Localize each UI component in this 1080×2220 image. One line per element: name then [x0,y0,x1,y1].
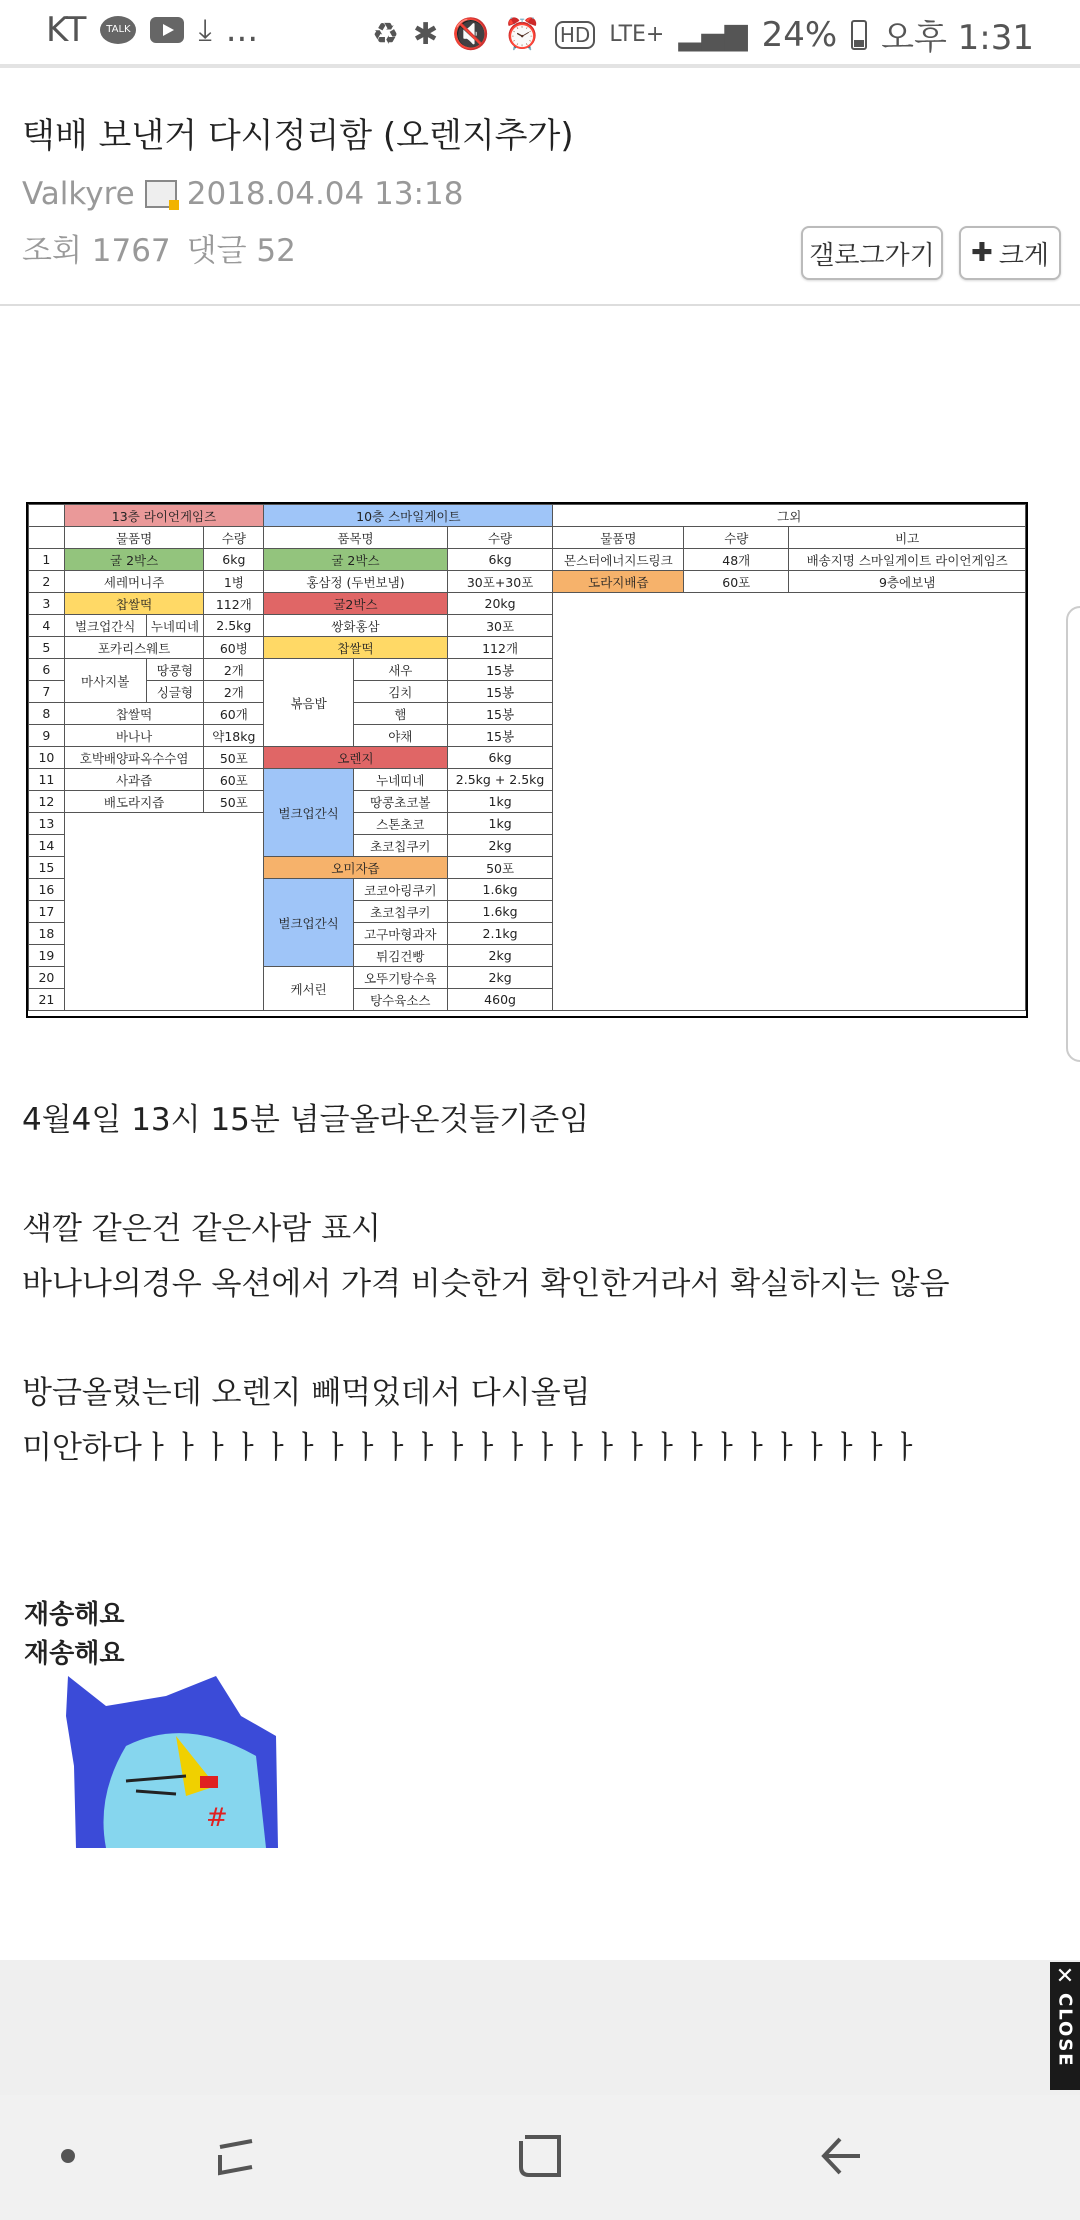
table-cell: 코코아링쿠키 [353,879,447,901]
gallog-button[interactable]: 갤로그가기 [801,226,943,280]
table-cell: 세레머니주 [64,571,204,593]
table-cell: 새우 [353,659,447,681]
table-cell: 배도라지즙 [64,791,204,813]
row-index: 2 [29,571,65,593]
table-cell: 112개 [204,593,264,615]
table-cell: 1kg [447,791,553,813]
row-index: 11 [29,769,65,791]
table-cell: 2kg [447,835,553,857]
table-cell: 배송지명 스마일게이트 라이언게임즈 [789,549,1026,571]
table-cell: 2개 [204,659,264,681]
table-cell: 벌크업간식 [264,879,354,967]
status-divider [0,64,1080,68]
network-type: LTE+ [609,22,665,47]
table-cell: 찹쌀떡 [64,593,204,615]
col-header: 물품명 [553,527,684,549]
row-index: 6 [29,659,65,681]
table-cell: 15봉 [447,703,553,725]
header-13f: 13층 라이언게임즈 [64,505,263,527]
table-cell: 땅콩초코볼 [353,791,447,813]
body-line: 색깔 같은건 같은사람 표시 [22,1211,381,1247]
table-cell: 1kg [447,813,553,835]
table-cell: 1.6kg [447,901,553,923]
battery-saver-icon: ♻ [372,17,400,52]
cat-sticker-image [66,1676,284,1848]
table-cell: 탕수육소스 [353,989,447,1011]
row-index: 9 [29,725,65,747]
table-cell: 찹쌀떡 [64,703,204,725]
battery-percent: 24% [761,14,838,55]
row-index: 1 [29,549,65,571]
home-icon[interactable] [515,2131,565,2181]
table-cell: 벌크업간식 [264,769,354,857]
col-header: 물품명 [64,527,204,549]
table-cell: 포카리스웨트 [64,637,204,659]
user-badge-icon [145,180,177,208]
table-cell: 쌍화홍삼 [264,615,447,637]
row-index: 12 [29,791,65,813]
table-cell: 9층에보냄 [789,571,1026,593]
table-cell: 벌크업간식 [64,615,146,637]
table-cell: 굴 2박스 [64,549,204,571]
sticker-caption: 재송해요 [24,1639,125,1669]
carrier-label: KT [46,10,87,50]
android-nav-bar [0,2095,1080,2220]
row-index: 4 [29,615,65,637]
table-cell: 15봉 [447,681,553,703]
table-cell: 6kg [447,747,553,769]
post-date: 2018.04.04 13:18 [186,176,464,212]
empty-region [64,813,263,1011]
table-cell: 초코칩쿠키 [353,901,447,923]
row-index: 14 [29,835,65,857]
row-index: 18 [29,923,65,945]
hd-voice-icon: HD [555,21,595,49]
post-stats [22,225,296,270]
table-cell: 약18kg [204,725,264,747]
table-cell: 초코칩쿠키 [353,835,447,857]
table-cell: 6kg [447,549,553,571]
col-header: 수량 [684,527,789,549]
table-cell: 30포+30포 [447,571,553,593]
table-cell: 고구마형과자 [353,923,447,945]
back-icon[interactable] [816,2131,866,2181]
battery-icon [851,20,867,50]
row-index: 10 [29,747,65,769]
plus-icon: ✚ [970,238,993,268]
header-other: 그외 [553,505,1026,527]
comment-count: 댓글 52 [186,233,296,269]
col-header: 비고 [789,527,1026,549]
table-cell: 김치 [353,681,447,703]
table-cell: 스톤초코 [353,813,447,835]
clock: 오후 1:31 [881,18,1034,58]
zoom-button-label: 크게 [998,240,1050,271]
youtube-icon [150,17,184,43]
status-bar [0,0,1080,64]
table-cell: 50포 [204,791,264,813]
corner-cell [29,505,65,527]
table-cell: 누네띠네 [353,769,447,791]
table-cell: 60포 [684,571,789,593]
post-author-line [22,176,463,212]
table-cell: 2개 [204,681,264,703]
header-10f: 10층 스마일게이트 [264,505,553,527]
table-cell: 햄 [353,703,447,725]
scroll-handle[interactable] [1066,606,1080,1062]
body-line: 미안하다ㅏㅏㅏㅏㅏㅏㅏㅏㅏㅏㅏㅏㅏㅏㅏㅏㅏㅏㅏㅏㅏㅏㅏㅏㅏㅏ [22,1430,921,1466]
sticker-caption: 재송해요 [24,1600,125,1630]
table-cell: 60포 [204,769,264,791]
mute-icon: 🔇 [452,17,490,52]
table-cell: 15봉 [447,725,553,747]
author-name[interactable]: Valkyre [22,176,135,212]
svg-text:#: # [206,1803,228,1833]
table-cell: 굴2박스 [264,593,447,615]
col-header: 수량 [204,527,264,549]
row-index: 21 [29,989,65,1011]
table-cell: 볶음밥 [264,659,354,747]
nav-dot-icon[interactable] [61,2149,75,2163]
table-cell: 60병 [204,637,264,659]
col-header: 품목명 [264,527,447,549]
alarm-icon: ⏰ [503,17,541,52]
table-cell: 2.5kg [204,615,264,637]
table-cell: 1병 [204,571,264,593]
table-cell: 6kg [204,549,264,571]
more-notifications: ... [225,10,259,50]
table-cell: 60개 [204,703,264,725]
row-index: 8 [29,703,65,725]
table-cell: 도라지배즙 [553,571,684,593]
body-line: 4월4일 13시 15분 념글올라온것들기준임 [22,1102,590,1138]
header-divider [0,304,1080,306]
table-cell: 20kg [447,593,553,615]
table-cell: 싱글형 [146,681,204,703]
table-cell: 1.6kg [447,879,553,901]
table-cell: 땅콩형 [146,659,204,681]
close-icon: ✕ [1055,1964,1075,1989]
row-index: 20 [29,967,65,989]
table-cell: 50포 [447,857,553,879]
table-cell: 튀김건빵 [353,945,447,967]
row-index: 19 [29,945,65,967]
body-line: 바나나의경우 옥션에서 가격 비슷한거 확인한거라서 확실하지는 않음 [22,1266,950,1302]
col-header: 수량 [447,527,553,549]
table-cell: 2kg [447,967,553,989]
ad-banner-area [0,1960,1080,2095]
table-cell: 112개 [447,637,553,659]
table-cell: 바나나 [64,725,204,747]
table-cell: 오미자즙 [264,857,447,879]
bluetooth-icon: ✱ [413,17,439,52]
delivery-table [28,504,1026,1011]
empty-region [553,593,1026,1011]
row-index: 7 [29,681,65,703]
row-index: 5 [29,637,65,659]
table-cell: 2.5kg + 2.5kg [447,769,553,791]
table-cell: 호박배양파옥수수염 [64,747,204,769]
table-cell: 오렌지 [264,747,447,769]
table-cell: 2.1kg [447,923,553,945]
table-cell: 50포 [204,747,264,769]
row-index: 17 [29,901,65,923]
table-cell: 15봉 [447,659,553,681]
kakaotalk-icon: TALK [100,16,136,44]
download-icon: ⤓ [198,12,212,48]
table-cell: 찹쌀떡 [264,637,447,659]
table-cell: 몬스터에너지드링크 [553,549,684,571]
table-cell: 굴 2박스 [264,549,447,571]
post-image-table[interactable] [26,502,1028,1018]
table-cell: 2kg [447,945,553,967]
table-cell: 오뚜기탕수육 [353,967,447,989]
table-cell: 홍삼정 (두번보냄) [264,571,447,593]
close-label: CLOSE [1054,1993,1076,2068]
post-title: 택배 보낸거 다시정리함 (오렌지추가) [22,116,574,156]
recent-apps-icon[interactable] [212,2133,260,2181]
index-cell [29,527,65,549]
row-index: 16 [29,879,65,901]
signal-icon: ▂▄▆ [678,17,748,52]
table-cell: 케서린 [264,967,354,1011]
table-cell: 마사지볼 [64,659,146,703]
table-cell: 누네띠네 [146,615,204,637]
row-index: 13 [29,813,65,835]
ad-close-button[interactable] [1050,1962,1080,2090]
zoom-button[interactable] [959,226,1061,280]
row-index: 3 [29,593,65,615]
body-line: 방금올렸는데 오렌지 빼먹었데서 다시올림 [22,1375,591,1411]
table-cell: 460g [447,989,553,1011]
view-count: 조회 1767 [22,233,171,269]
row-index: 15 [29,857,65,879]
table-cell: 30포 [447,615,553,637]
table-cell: 사과즙 [64,769,204,791]
table-cell: 48개 [684,549,789,571]
table-cell: 야채 [353,725,447,747]
